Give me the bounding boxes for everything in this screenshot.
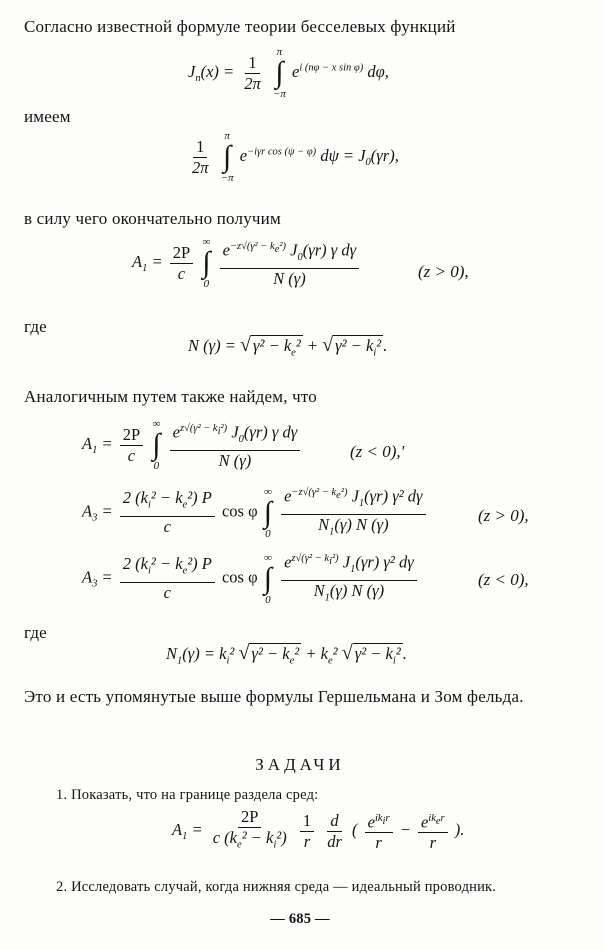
final-paragraph: Это и есть упомянутые выше формулы Гершельмана и Зом фельда.: [24, 687, 524, 706]
n-gamma-formula: N (γ) = √ $\gamma^2 - k_e^2$ + √ $\gamma^2 - k_i^2$ .: [188, 334, 388, 359]
a3-formula-z-positive: $A_3$ = $\frac{2 (k_i^2 - k_e^2) P}{c}$ cos φ ∞ ∫ 0 $\frac{e^{-z√(\gamma^2 - k_e^2)} J_1(\gamma r) \gamma^2 d\gamma}{N_1(\gamma) N (\gamma)}$: [82, 484, 429, 541]
task-1-formula: $A_1$ = $\frac{2P}{c (k_e^2 - k_i^2)}$ $\frac{1}{r}$ $\frac{d}{dr}$ ( $\frac{e^{ik_ir}}{r}$ − $\frac{e^{ik_er}}{r}$ ).: [172, 807, 465, 853]
gde1-text: где: [24, 317, 47, 336]
task-2: 2. Исследовать случай, когда нижняя среда — идеальный проводник.: [56, 879, 497, 895]
bessel-formula: $J_n(x)$ = $\frac{1}{2\pi}$ π ∫ −π $e^{i (n\varphi - x sin \varphi)}$ dφ,: [188, 46, 389, 100]
v-silu-text: в силу чего окончательно получим: [24, 209, 281, 228]
condition-3: (z > 0),: [478, 506, 529, 525]
imeem-text: имеем: [24, 107, 71, 126]
intro-text: Согласно известной формуле теории бесселевых функций: [24, 17, 456, 36]
analog-text: Аналогичным путем также найдем, что: [24, 387, 317, 406]
n1-gamma-formula: $N_1(\gamma) = k_i^2$ √ $\gamma^2 - k_e^2 + k_e^2$ √ $\gamma^2 - k_i^2$ .: [166, 642, 407, 667]
integral-identity: $\frac{1}{2\pi}$ π ∫ −π $e^{-i\gamma r cos (\psi - \varphi)}$ $d\psi = J_0(\gamma r)$,: [192, 130, 399, 184]
a3-formula-z-negative: $A_3$ = $\frac{2 (k_i^2 - k_e^2) P}{c}$ cos φ ∞ ∫ 0 $\frac{e^{z√(\gamma^2 - k_i^2)} J_1(\gamma r) \gamma^2 d\gamma}{N_1(\gamma) N (\gamma)}$: [82, 550, 420, 607]
gde2-text: где: [24, 623, 47, 642]
tasks-heading: ЗАДАЧИ: [255, 755, 345, 774]
condition-4: (z < 0),: [478, 570, 529, 589]
page-number: — 685 —: [270, 911, 330, 927]
a1-formula-z-negative: $A_1$ = $\frac{2P}{c}$ ∞ ∫ 0 $\frac{e^{z√(\gamma^2 - k_i^2)} J_0(\gamma r) \gamma d\gamma}{N (\gamma)}$: [82, 418, 303, 472]
condition-2: (z < 0),': [350, 442, 405, 461]
a1-formula-z-positive: $A_1$ = $\frac{2P}{c}$ ∞ ∫ 0 $\frac{e^{-z√(\gamma^2 - k_e^2)} J_0(\gamma r) \gamma d\gamma}{N (\gamma)}$: [132, 236, 362, 290]
task-1: 1. Показать, что на границе раздела сред:: [56, 787, 319, 803]
condition-1: (z > 0),: [418, 262, 469, 281]
